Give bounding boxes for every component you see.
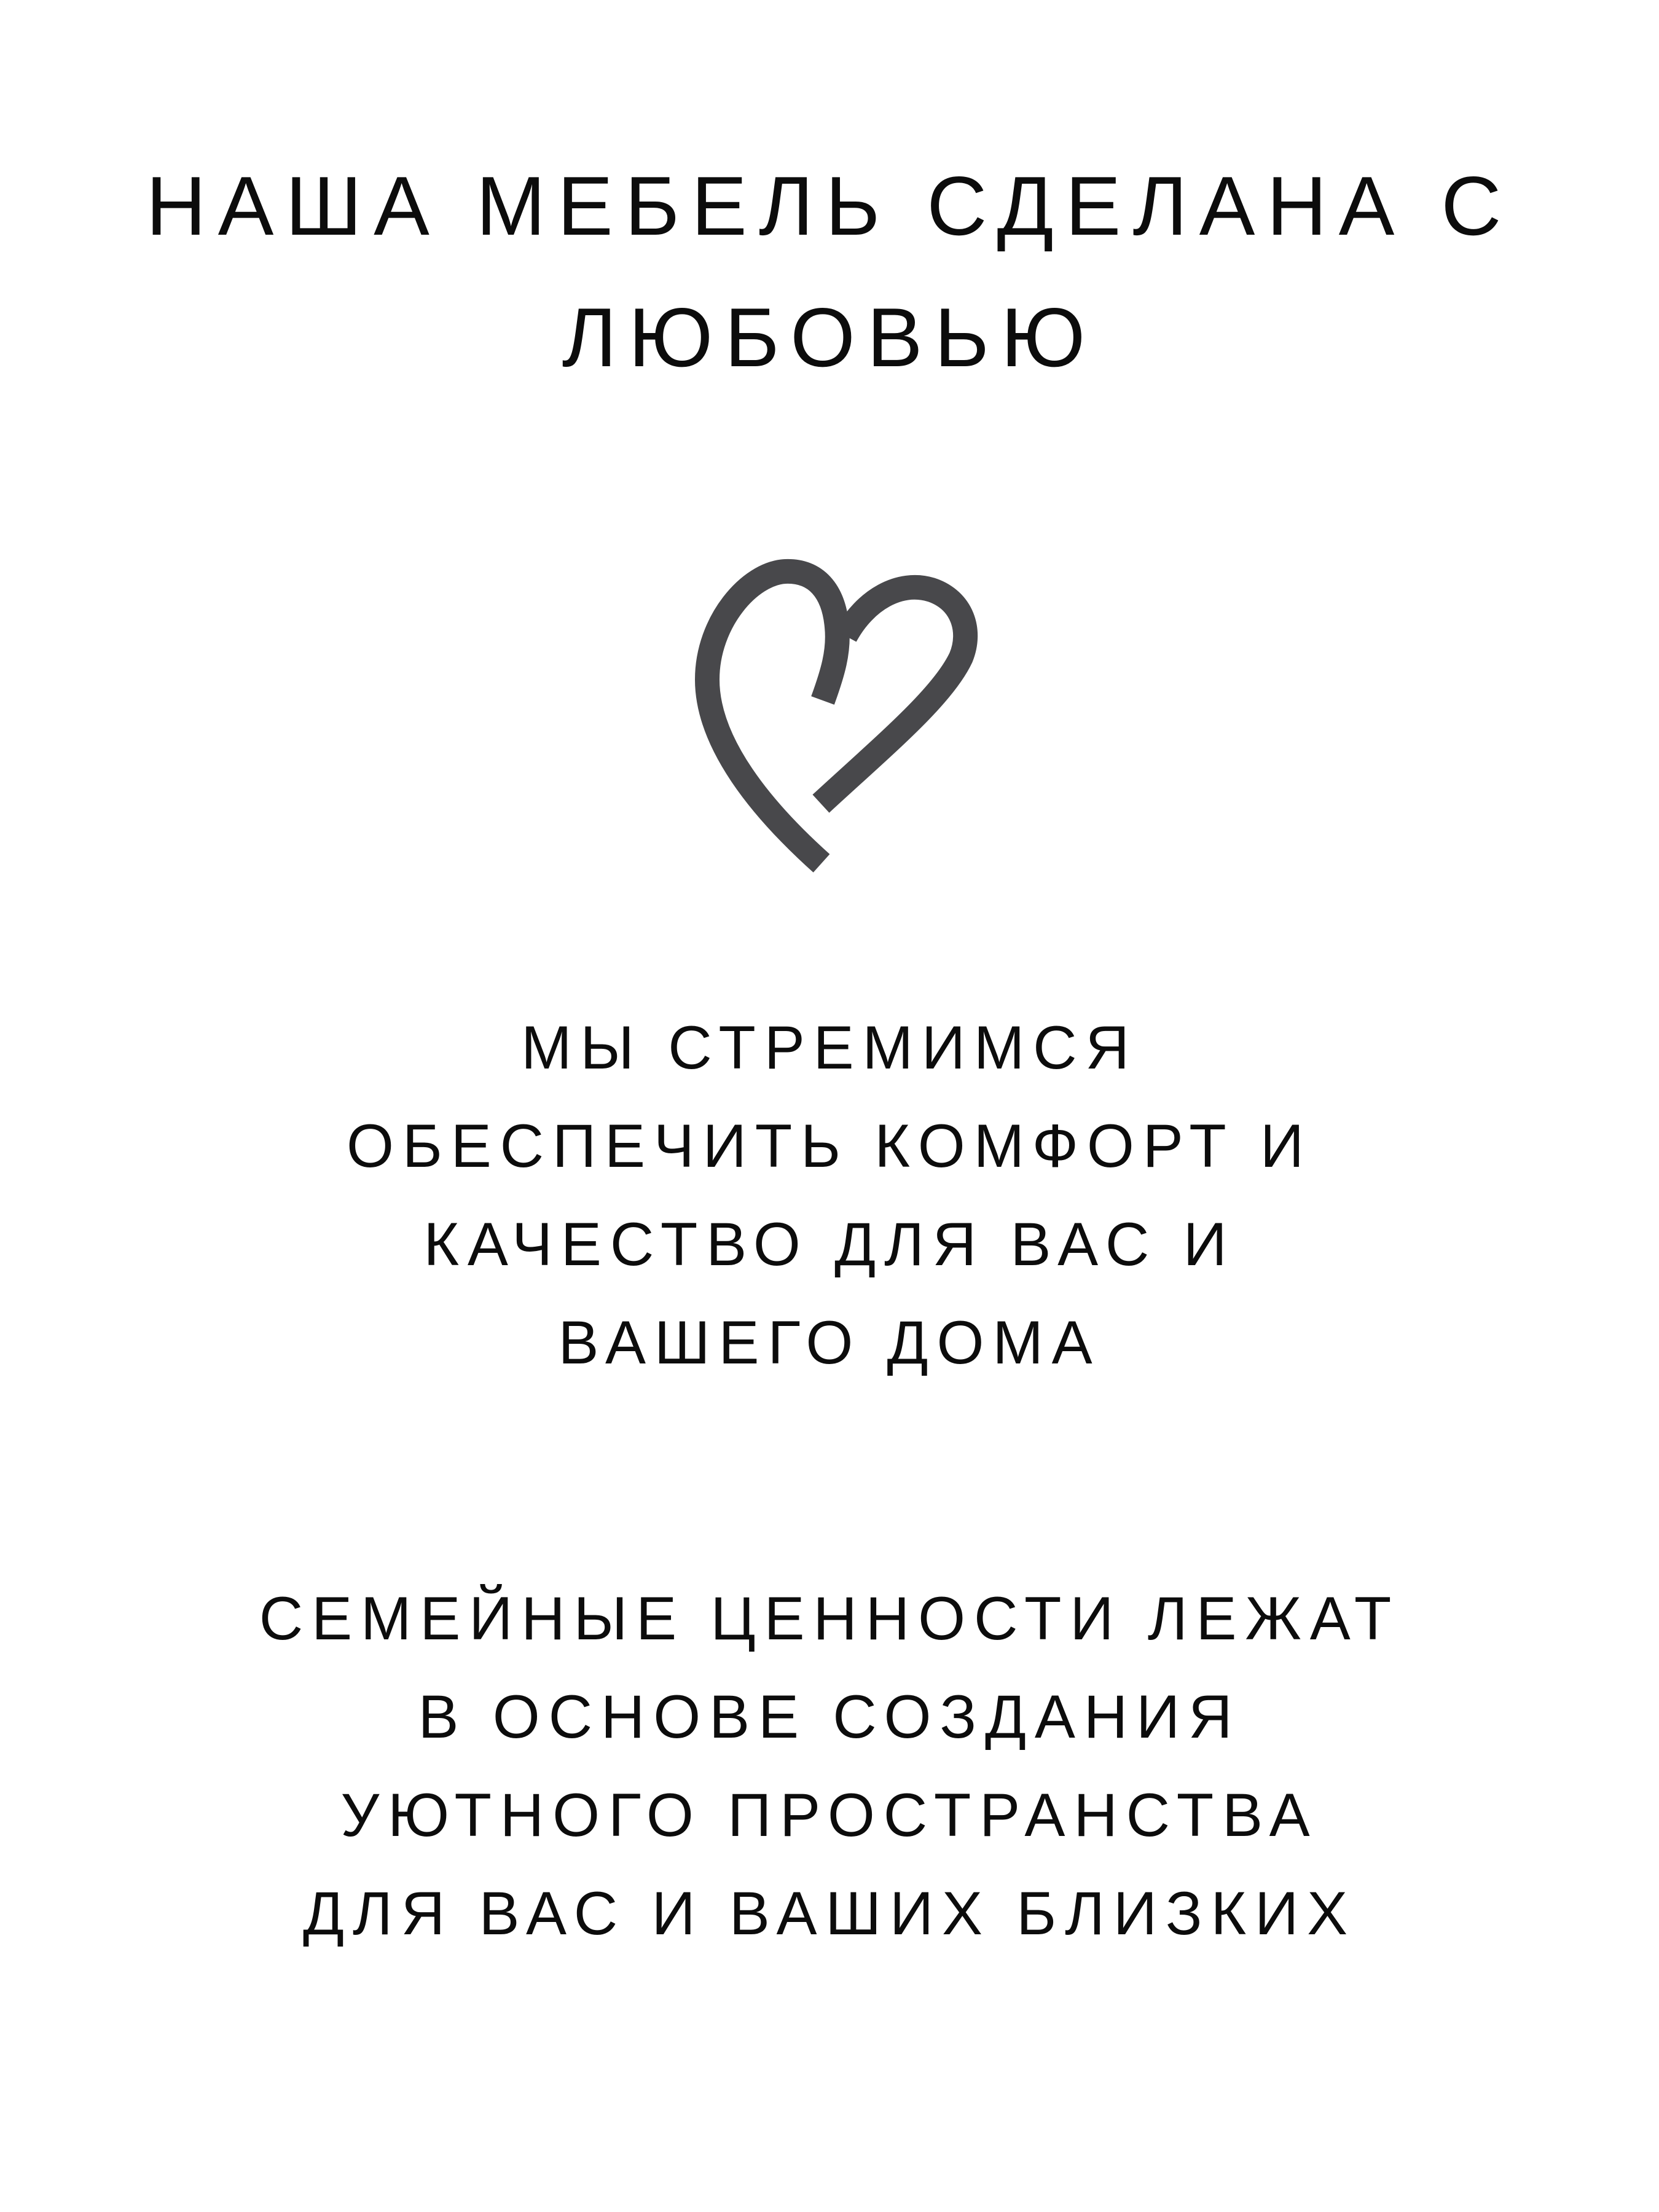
title-line-1: НАША МЕБЕЛЬ СДЕЛАНА С: [146, 159, 1513, 253]
title-line-2: ЛЮБОВЬЮ: [562, 291, 1097, 384]
page-title: [0, 140, 1659, 403]
values-line-2: В ОСНОВЕ СОЗДАНИЯ: [418, 1682, 1241, 1751]
heart-left-stroke: [707, 571, 837, 863]
mission-line-3: КАЧЕСТВО ДЛЯ ВАС И: [423, 1210, 1236, 1278]
values-text: [0, 1569, 1659, 1963]
values-line-3: УЮТНОГО ПРОСТРАНСТВА: [340, 1781, 1319, 1849]
mission-text: [0, 998, 1659, 1392]
heart-right-stroke: [821, 587, 965, 804]
values-line-4: ДЛЯ ВАС И ВАШИХ БЛИЗКИХ: [302, 1879, 1356, 1947]
values-line-1: СЕМЕЙНЫЕ ЦЕННОСТИ ЛЕЖАТ: [259, 1584, 1400, 1652]
heart-icon: [688, 553, 977, 879]
mission-line-2: ОБЕСПЕЧИТЬ КОМФОРТ И: [347, 1112, 1312, 1180]
mission-line-1: МЫ СТРЕМИМСЯ: [521, 1013, 1138, 1081]
mission-line-4: ВАШЕГО ДОМА: [558, 1308, 1101, 1376]
